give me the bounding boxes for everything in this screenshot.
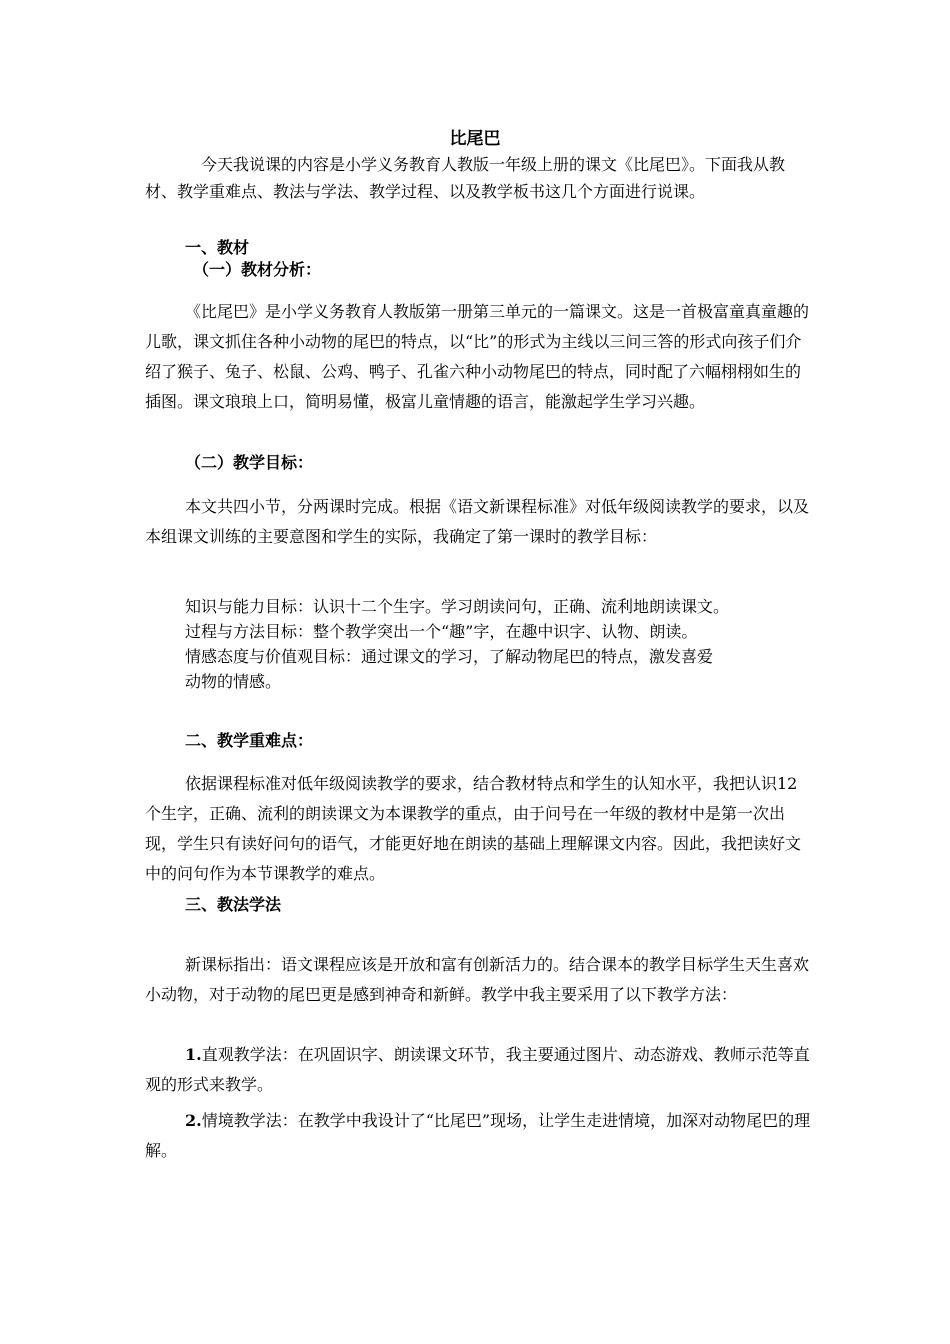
- key-difficult-points-paragraph: 依据课程标准对低年级阅读教学的要求，结合教材特点和学生的认知水平，我把认识12个生字，正确、流利的朗读课文为本课教学的重点，由于问号在一年级的教材中是第一次出现，学生只有读好问句的语气，才能更好地在朗读的基础上理解课文内容。因此，我把读好文中的问句作为本节课教学的难点。: [145, 774, 802, 883]
- method-1: [145, 1040, 813, 1100]
- method-1-number: 1.: [185, 1045, 202, 1064]
- method-2: [145, 1106, 813, 1166]
- section3-heading: 三、教法学法: [185, 895, 282, 914]
- section1-sub1-heading: （一）教材分析：: [193, 260, 322, 279]
- document-title: 比尾巴: [449, 129, 501, 149]
- section1-sub2-heading: （二）教学目标：: [185, 453, 314, 472]
- textbook-analysis-paragraph: 《比尾巴》是小学义务教育人教版第一册第三单元的一篇课文。这是一首极富童真童趣的儿歌，课文抓住各种小动物的尾巴的特点，以“比”的形式为主线以三问三答的形式向孩子们介绍了猴子、兔子、松鼠、公鸡、鸭子、孔雀六种小动物尾巴的特点，同时配了六幅栩栩如生的插图。课文琅琅上口，简明易懂，极富儿童情趣的语言，能激起学生学习兴趣。: [145, 302, 810, 411]
- goal-emotion-line2: 动物的情感。: [185, 672, 282, 691]
- teaching-goals-paragraph: 本文共四小节，分两课时完成。根据《语文新课程标准》对低年级阅读教学的要求，以及本组课文训练的主要意图和学生的实际，我确定了第一课时的教学目标：: [145, 497, 810, 546]
- section2-heading: 二、教学重难点：: [185, 731, 314, 750]
- goal-emotion-line1: 情感态度与价值观目标：通过课文的学习，了解动物尾巴的特点，激发喜爱: [185, 647, 714, 666]
- method-2-number: 2.: [185, 1111, 202, 1130]
- section1-heading: 一、教材: [185, 238, 250, 257]
- method-2-text: 情境教学法：在教学中我设计了“比尾巴”现场，让学生走进情境，加深对动物尾巴的理解。: [145, 1111, 811, 1160]
- intro-paragraph: 今天我说课的内容是小学义务教育人教版一年级上册的课文《比尾巴》。下面我从教材、教学重难点、教法与学法、教学过程、以及教学板书这几个方面进行说课。: [145, 155, 786, 201]
- teaching-methods-paragraph: 新课标指出：语文课程应该是开放和富有创新活力的。结合课本的教学目标学生天生喜欢小动物，对于动物的尾巴更是感到神奇和新鲜。教学中我主要采用了以下教学方法：: [145, 955, 810, 1004]
- method-1-text: 直观教学法：在巩固识字、朗读课文环节，我主要通过图片、动态游戏、教师示范等直观的形式来教学。: [145, 1045, 810, 1094]
- goal-knowledge: 知识与能力目标：认识十二个生字。学习朗读问句，正确、流利地朗读课文。: [185, 597, 730, 616]
- goal-process: 过程与方法目标：整个教学突出一个“趣”字，在趣中识字、认物、朗读。: [185, 622, 698, 641]
